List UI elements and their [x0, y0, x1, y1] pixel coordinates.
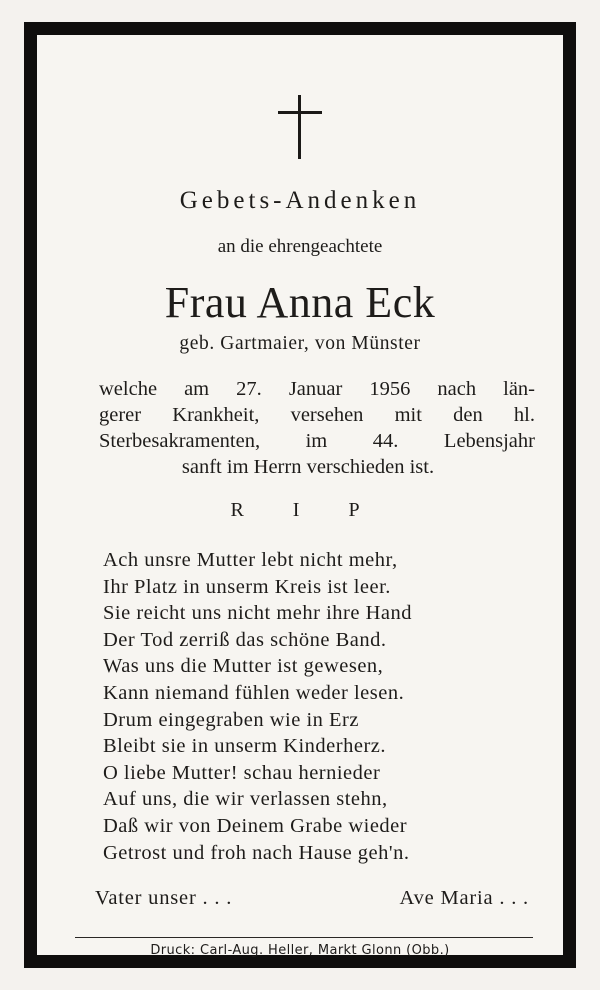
- poem-line: Daß wir von Deinem Grabe wieder: [103, 814, 408, 837]
- latin-cross-icon: [278, 95, 322, 159]
- announcement-line: sanft im Herrn verschieden ist.: [181, 456, 435, 478]
- announcement-line: Sterbesakramenten, im 44. Lebensjahr: [99, 430, 535, 452]
- prayer-ave-maria: Ave Maria . . .: [399, 887, 529, 909]
- poem-line: Auf uns, die wir verlassen stehn,: [103, 788, 388, 811]
- death-announcement: [99, 376, 535, 480]
- rip-text: R I P: [230, 499, 382, 521]
- card-content: [37, 35, 563, 958]
- printer-credit: Druck: Carl-Aug. Heller, Markt Glonn (Obb.): [150, 943, 450, 958]
- card-title: Gebets-Andenken: [179, 187, 421, 214]
- poem-line: Sie reicht uns nicht mehr ihre Hand: [103, 602, 412, 625]
- deceased-name: Frau Anna Eck: [164, 278, 436, 327]
- poem-line: Getrost und froh nach Hause geh'n.: [103, 841, 410, 864]
- prayer-vater-unser: Vater unser . . .: [95, 887, 233, 909]
- birth-name-origin: geb. Gartmaier, von Münster: [179, 333, 421, 354]
- memorial-poem: [103, 547, 412, 866]
- memorial-card: [24, 22, 576, 968]
- poem-line: Drum eingegraben wie in Erz: [103, 708, 359, 731]
- poem-line: Ihr Platz in unserm Kreis ist leer.: [103, 575, 391, 598]
- poem-line: Der Tod zerriß das schöne Band.: [103, 628, 387, 651]
- card-subtitle: an die ehrengeachtete: [217, 236, 383, 257]
- announcement-line: welche am 27. Januar 1956 nach län-: [99, 378, 535, 400]
- poem-line: O liebe Mutter! schau hernieder: [103, 761, 381, 784]
- divider: [75, 937, 533, 938]
- poem-line: Ach unsre Mutter lebt nicht mehr,: [103, 549, 398, 571]
- announcement-line: gerer Krankheit, versehen mit den hl.: [99, 404, 535, 426]
- poem-line: Kann niemand fühlen weder lesen.: [103, 681, 405, 704]
- poem-line: Bleibt sie in unserm Kinderherz.: [103, 735, 387, 758]
- poem-line: Was uns die Mutter ist gewesen,: [103, 655, 384, 678]
